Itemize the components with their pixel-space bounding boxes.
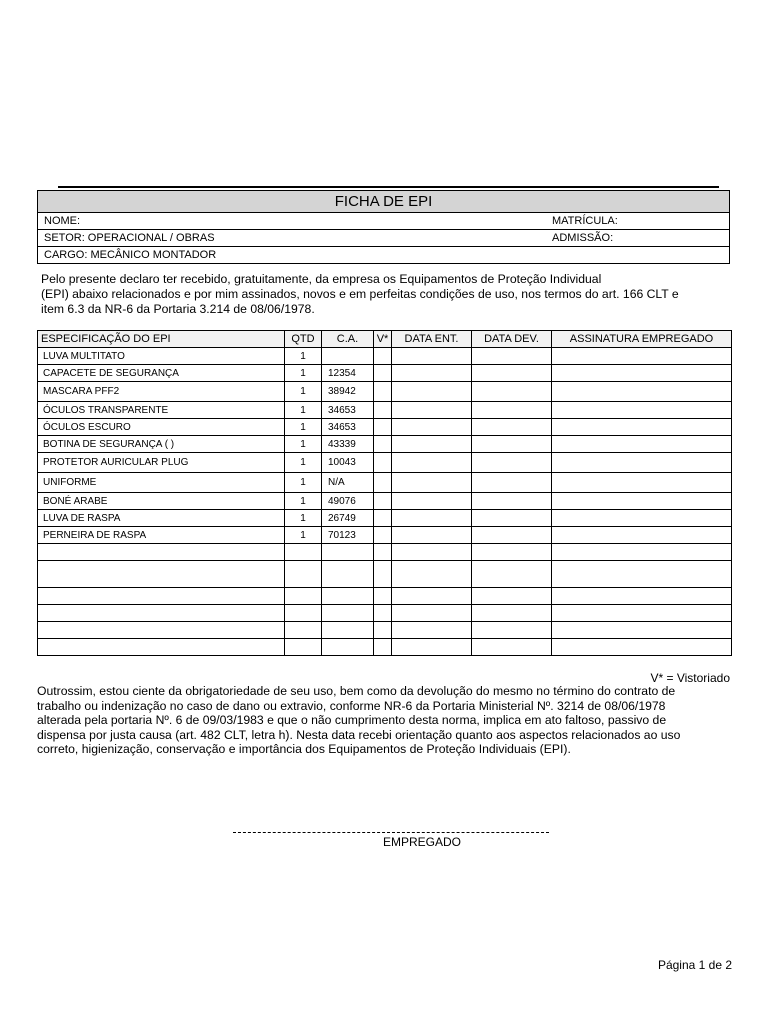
cargo-label: CARGO: MECÂNICO MONTADOR (44, 249, 217, 261)
blank-cell (472, 605, 552, 622)
table-row (38, 473, 732, 493)
blank-cell (285, 622, 322, 639)
blank-cell (392, 605, 472, 622)
data-ent-cell (392, 348, 472, 365)
blank-cell (472, 544, 552, 561)
blank-cell (392, 561, 472, 588)
qtd-cell: 1 (285, 419, 322, 436)
assinatura-cell (552, 473, 732, 493)
data-dev-cell (472, 527, 552, 544)
top-rule (58, 186, 719, 188)
table-row-blank (38, 544, 732, 561)
spec-cell: ÓCULOS ESCURO (38, 419, 285, 436)
form-header (37, 190, 730, 264)
blank-cell (374, 561, 392, 588)
blank-cell (374, 588, 392, 605)
qtd-cell: 1 (285, 453, 322, 473)
blank-cell (322, 622, 374, 639)
observation-line: trabalho ou indenização no caso de dano ou extravio, conforme NR-6 da Portaria Ministerial Nº. 3214 de 08/06/1978 (37, 698, 666, 713)
spec-cell: MASCARA PFF2 (38, 382, 285, 402)
table-row-blank (38, 588, 732, 605)
data-ent-cell (392, 493, 472, 510)
blank-cell (472, 639, 552, 656)
observation-line: alterada pela portaria Nº. 6 de 09/03/1983 e que o não cumprimento desta norma, implica em ato faltoso, passivo de (37, 713, 667, 728)
spec-cell: PROTETOR AURICULAR PLUG (38, 453, 285, 473)
blank-cell (552, 605, 732, 622)
ca-cell: N/A (322, 473, 374, 493)
declaration-line: item 6.3 da NR-6 da Portaria 3.214 de 08/06/1978. (41, 302, 315, 316)
observation-text (37, 684, 730, 757)
ca-cell: 26749 (322, 510, 374, 527)
blank-cell (322, 639, 374, 656)
spec-cell: LUVA MULTITATO (38, 348, 285, 365)
blank-cell (392, 639, 472, 656)
data-dev-cell (472, 402, 552, 419)
vistoriado-cell (374, 527, 392, 544)
observation-line: Outrossim, estou ciente da obrigatoriedade de seu uso, bem como da devolução do mesmo no término do contrato de (37, 684, 676, 698)
vistoriado-cell (374, 402, 392, 419)
data-dev-cell (472, 493, 552, 510)
blank-cell (552, 622, 732, 639)
blank-cell (38, 622, 285, 639)
data-dev-cell (472, 365, 552, 382)
col-vistoriado: V* (374, 331, 392, 348)
spec-cell: LUVA DE RASPA (38, 510, 285, 527)
vistoriado-cell (374, 419, 392, 436)
table-row (38, 493, 732, 510)
data-dev-cell (472, 382, 552, 402)
declaration-line: (EPI) abaixo relacionados e por mim assinados, novos e em perfeitas condições de uso, nos termos do art. 166 CLT e (41, 287, 679, 301)
matricula-label: MATRÍCULA: (552, 215, 618, 227)
observation-line: correto, higienização, conservação e importância dos Equipamentos de Proteção Individuais (EPI). (37, 742, 571, 757)
ca-cell: 70123 (322, 527, 374, 544)
assinatura-cell (552, 436, 732, 453)
data-dev-cell (472, 436, 552, 453)
blank-cell (285, 639, 322, 656)
nome-label: NOME: (44, 215, 81, 227)
vistoriado-cell (374, 436, 392, 453)
ca-cell (322, 348, 374, 365)
blank-cell (285, 544, 322, 561)
blank-cell (285, 588, 322, 605)
blank-cell (38, 639, 285, 656)
table-row (38, 510, 732, 527)
data-ent-cell (392, 436, 472, 453)
vistoriado-cell (374, 493, 392, 510)
col-data-ent: DATA ENT. (392, 331, 472, 348)
signature-line (233, 832, 549, 833)
declaration-text (41, 272, 731, 317)
ca-cell: 10043 (322, 453, 374, 473)
data-dev-cell (472, 510, 552, 527)
legend-vistoriado: V* = Vistoriado (650, 671, 730, 685)
data-dev-cell (472, 419, 552, 436)
qtd-cell: 1 (285, 382, 322, 402)
blank-cell (472, 622, 552, 639)
table-row-blank (38, 622, 732, 639)
spec-cell: UNIFORME (38, 473, 285, 493)
qtd-cell: 1 (285, 436, 322, 453)
col-ca: C.A. (322, 331, 374, 348)
assinatura-cell (552, 493, 732, 510)
admissao-label: ADMISSÃO: (552, 232, 614, 244)
blank-cell (322, 544, 374, 561)
col-assinatura: ASSINATURA EMPREGADO (552, 331, 732, 348)
qtd-cell: 1 (285, 348, 322, 365)
row-nome (38, 213, 729, 230)
ca-cell: 43339 (322, 436, 374, 453)
assinatura-cell (552, 365, 732, 382)
assinatura-cell (552, 510, 732, 527)
ca-cell: 49076 (322, 493, 374, 510)
spec-cell: BOTINA DE SEGURANÇA ( ) (38, 436, 285, 453)
qtd-cell: 1 (285, 527, 322, 544)
epi-table (37, 330, 732, 656)
data-ent-cell (392, 510, 472, 527)
qtd-cell: 1 (285, 365, 322, 382)
data-ent-cell (392, 365, 472, 382)
qtd-cell: 1 (285, 402, 322, 419)
table-row-blank (38, 561, 732, 588)
table-row (38, 348, 732, 365)
observation-line: dispensa por justa causa (art. 482 CLT, letra h). Nesta data recebi orientação quanto aos aspectos relacionados ao uso (37, 727, 681, 742)
blank-cell (552, 561, 732, 588)
table-row (38, 419, 732, 436)
blank-cell (285, 605, 322, 622)
assinatura-cell (552, 402, 732, 419)
vistoriado-cell (374, 382, 392, 402)
setor-label: SETOR: OPERACIONAL / OBRAS (44, 232, 215, 244)
blank-cell (552, 544, 732, 561)
table-row (38, 527, 732, 544)
data-ent-cell (392, 402, 472, 419)
blank-cell (392, 622, 472, 639)
blank-cell (374, 605, 392, 622)
table-header-row (38, 331, 732, 348)
vistoriado-cell (374, 510, 392, 527)
data-dev-cell (472, 473, 552, 493)
data-ent-cell (392, 419, 472, 436)
data-ent-cell (392, 382, 472, 402)
blank-cell (472, 561, 552, 588)
blank-cell (322, 605, 374, 622)
qtd-cell: 1 (285, 493, 322, 510)
blank-cell (374, 544, 392, 561)
data-ent-cell (392, 527, 472, 544)
col-especificacao: ESPECIFICAÇÃO DO EPI (38, 331, 285, 348)
assinatura-cell (552, 453, 732, 473)
page-number: Página 1 de 2 (657, 958, 732, 972)
ca-cell: 34653 (322, 419, 374, 436)
table-row (38, 402, 732, 419)
blank-cell (38, 544, 285, 561)
blank-cell (374, 622, 392, 639)
data-ent-cell (392, 453, 472, 473)
blank-cell (322, 561, 374, 588)
table-row (38, 453, 732, 473)
vistoriado-cell (374, 365, 392, 382)
spec-cell: PERNEIRA DE RASPA (38, 527, 285, 544)
blank-cell (552, 639, 732, 656)
blank-cell (374, 639, 392, 656)
col-data-dev: DATA DEV. (472, 331, 552, 348)
blank-cell (322, 588, 374, 605)
row-cargo (38, 247, 729, 263)
blank-cell (392, 588, 472, 605)
blank-cell (38, 588, 285, 605)
data-dev-cell (472, 453, 552, 473)
blank-cell (552, 588, 732, 605)
spec-cell: BONÉ ARABE (38, 493, 285, 510)
blank-cell (472, 588, 552, 605)
form-title: FICHA DE EPI (38, 191, 729, 213)
qtd-cell: 1 (285, 510, 322, 527)
vistoriado-cell (374, 473, 392, 493)
ca-cell: 38942 (322, 382, 374, 402)
table-row (38, 436, 732, 453)
qtd-cell: 1 (285, 473, 322, 493)
assinatura-cell (552, 382, 732, 402)
blank-cell (285, 561, 322, 588)
spec-cell: CAPACETE DE SEGURANÇA (38, 365, 285, 382)
table-row (38, 382, 732, 402)
blank-cell (38, 605, 285, 622)
assinatura-cell (552, 419, 732, 436)
assinatura-cell (552, 527, 732, 544)
data-ent-cell (392, 473, 472, 493)
col-qtd: QTD (285, 331, 322, 348)
table-row (38, 365, 732, 382)
spec-cell: ÓCULOS TRANSPARENTE (38, 402, 285, 419)
ca-cell: 34653 (322, 402, 374, 419)
row-setor (38, 230, 729, 247)
signature-label: EMPREGADO (382, 835, 461, 849)
ca-cell: 12354 (322, 365, 374, 382)
blank-cell (38, 561, 285, 588)
data-dev-cell (472, 348, 552, 365)
vistoriado-cell (374, 348, 392, 365)
table-row-blank (38, 639, 732, 656)
vistoriado-cell (374, 453, 392, 473)
blank-cell (392, 544, 472, 561)
declaration-line: Pelo presente declaro ter recebido, gratuitamente, da empresa os Equipamentos de Proteção Individual (41, 272, 602, 286)
table-row-blank (38, 605, 732, 622)
assinatura-cell (552, 348, 732, 365)
